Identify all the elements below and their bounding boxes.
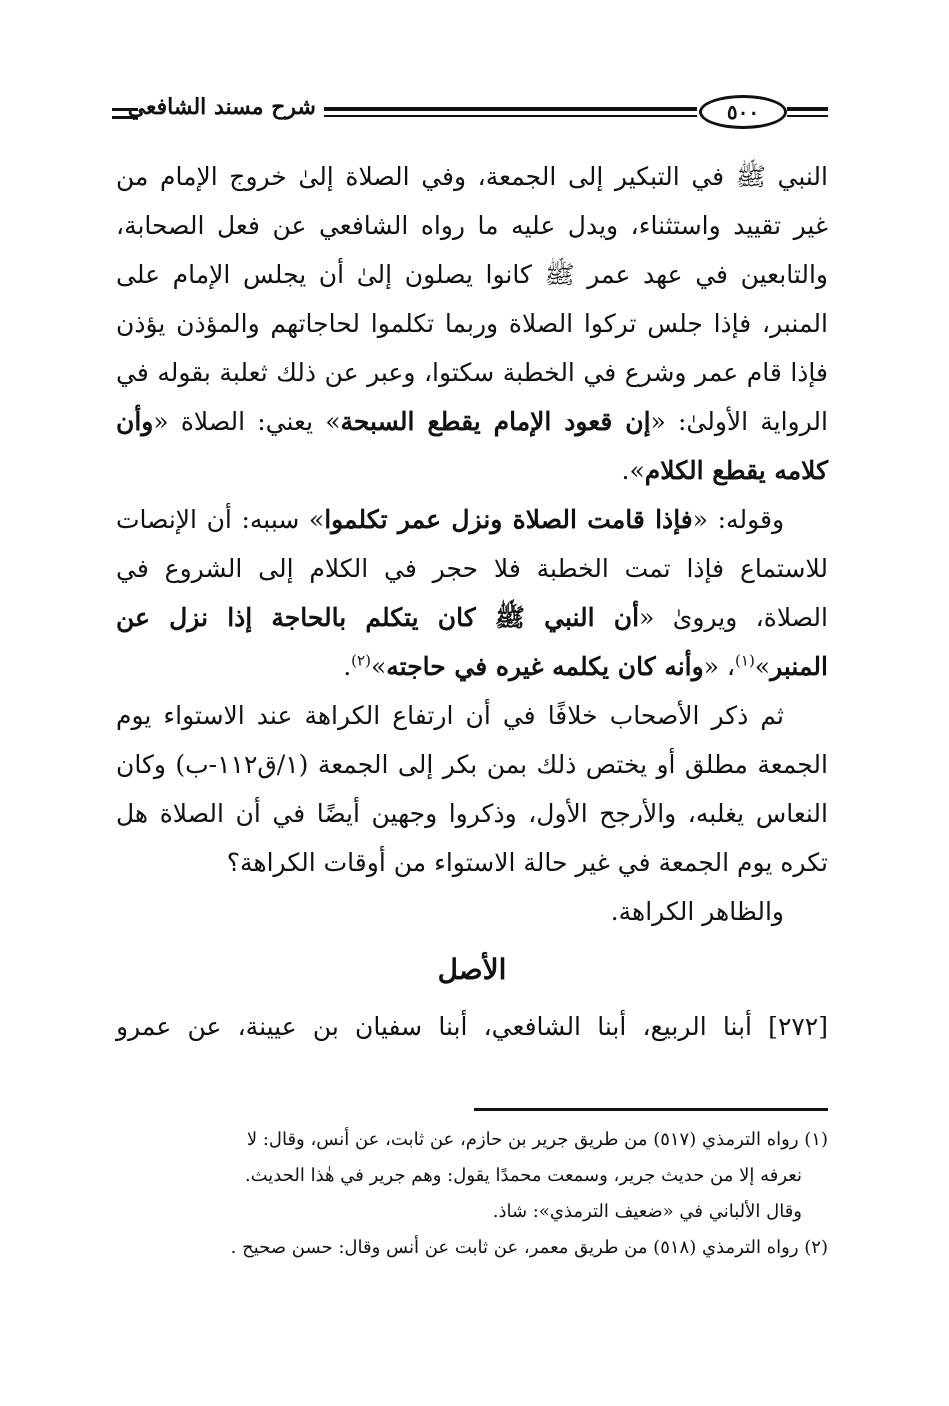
text-run: .: [343, 652, 352, 681]
footnotes: [116, 1122, 828, 1266]
footnote-1: [116, 1122, 828, 1230]
header-rule-middle-bottom: [324, 115, 697, 117]
text-run: النبي ﷺ في التبكير إلى الجمعة، وفي الصلاة إلىٰ خروج الإمام من غير تقييد واستثناء، ويدل عليه ما رواه الشافعي عن فعل الصحابة، والتابعين في عهد عمر ﷺ كانوا يصلون إلىٰ أن يجلس الإمام على المنبر، فإذا جلس تركوا الصلاة وربما تكلموا لحاجاتهم والمؤذن يؤذن فإذا قام عمر وشرع في الخطبة سكتوا، وعبر عن ذلك ثعلبة بقوله في الرواية الأولىٰ: «: [116, 162, 828, 436]
text-run: »: [370, 652, 387, 681]
paragraph-1: [116, 152, 828, 495]
footnote-separator: [474, 1108, 828, 1111]
footnote-2-line1: (٢) رواه الترمذي (٥١٨) من طريق معمر، عن ثابت عن أنس وقال: حسن صحيح .: [230, 1237, 828, 1258]
footnote-1-line1: (١) رواه الترمذي (٥١٧) من طريق جرير بن حازم، عن ثابت، عن أنس، وقال: لا: [246, 1129, 828, 1150]
bold-quote: وأنه كان يكلمه غيره في حاجته: [386, 652, 704, 681]
text-run: ، «: [703, 652, 736, 681]
page-number: ٥٠٠: [699, 95, 787, 129]
text-run: وقوله: «: [692, 505, 785, 534]
text-run: ».: [621, 456, 645, 485]
section-text: [٢٧٢] أبنا الربيع، أبنا الشافعي، أبنا سفيان بن عيينة، عن عمرو: [116, 1012, 828, 1041]
paragraph-2: [116, 495, 828, 691]
book-title: شرح مسند الشافعي: [127, 94, 316, 120]
footnote-1-line2: نعرفه إلا من حديث جرير، وسمعت محمدًا يقول: وهم جرير في هٰذا الحديث.: [244, 1165, 802, 1186]
footnote-1-line3: وقال الألباني في «ضعيف الترمذي»: شاذ.: [492, 1201, 802, 1222]
text-run: » سببه: أن الإنصات للاستماع فإذا تمت الخطبة فلا حجر في الكلام إلى الشروع في الصلاة، ويروىٰ «: [116, 505, 828, 632]
section-heading: الأصل: [437, 953, 507, 986]
header-rule-right-top: [787, 107, 828, 111]
footnote-2: [116, 1230, 828, 1266]
footnote-ref: (٢): [351, 651, 371, 670]
footnote-ref: (١): [735, 651, 755, 670]
text-run: »: [754, 652, 771, 681]
header-rule-middle-top: [324, 107, 697, 111]
bold-quote: فإذا قامت الصلاة ونزل عمر تكلموا: [324, 505, 693, 534]
text-run: » يعني: الصلاة «: [153, 407, 341, 436]
paragraph-4: والظاهر الكراهة.: [610, 897, 784, 926]
bold-quote: وأن كلامه يقطع الكلام: [116, 407, 828, 485]
paragraph-3: ثم ذكر الأصحاب خلافًا في أن ارتفاع الكراهة عند الاستواء يوم الجمعة مطلق أو يختص ذلك بمن بكر إلى الجمعة (١/ق١١٢-ب) وكان النعاس يغلبه، والأرجح الأول، وذكروا وجهين أيضًا في أن الصلاة هل تكره يوم الجمعة في غير حالة الاستواء من أوقات الكراهة؟: [116, 701, 828, 877]
bold-quote: إن قعود الإمام يقطع السبحة: [340, 407, 651, 436]
body-text: [116, 152, 828, 936]
header-rule-right-bottom: [787, 115, 828, 117]
bold-quote: أن النبي ﷺ كان يتكلم بالحاجة إذا نزل عن المنبر: [116, 603, 828, 681]
running-header: [112, 86, 828, 146]
